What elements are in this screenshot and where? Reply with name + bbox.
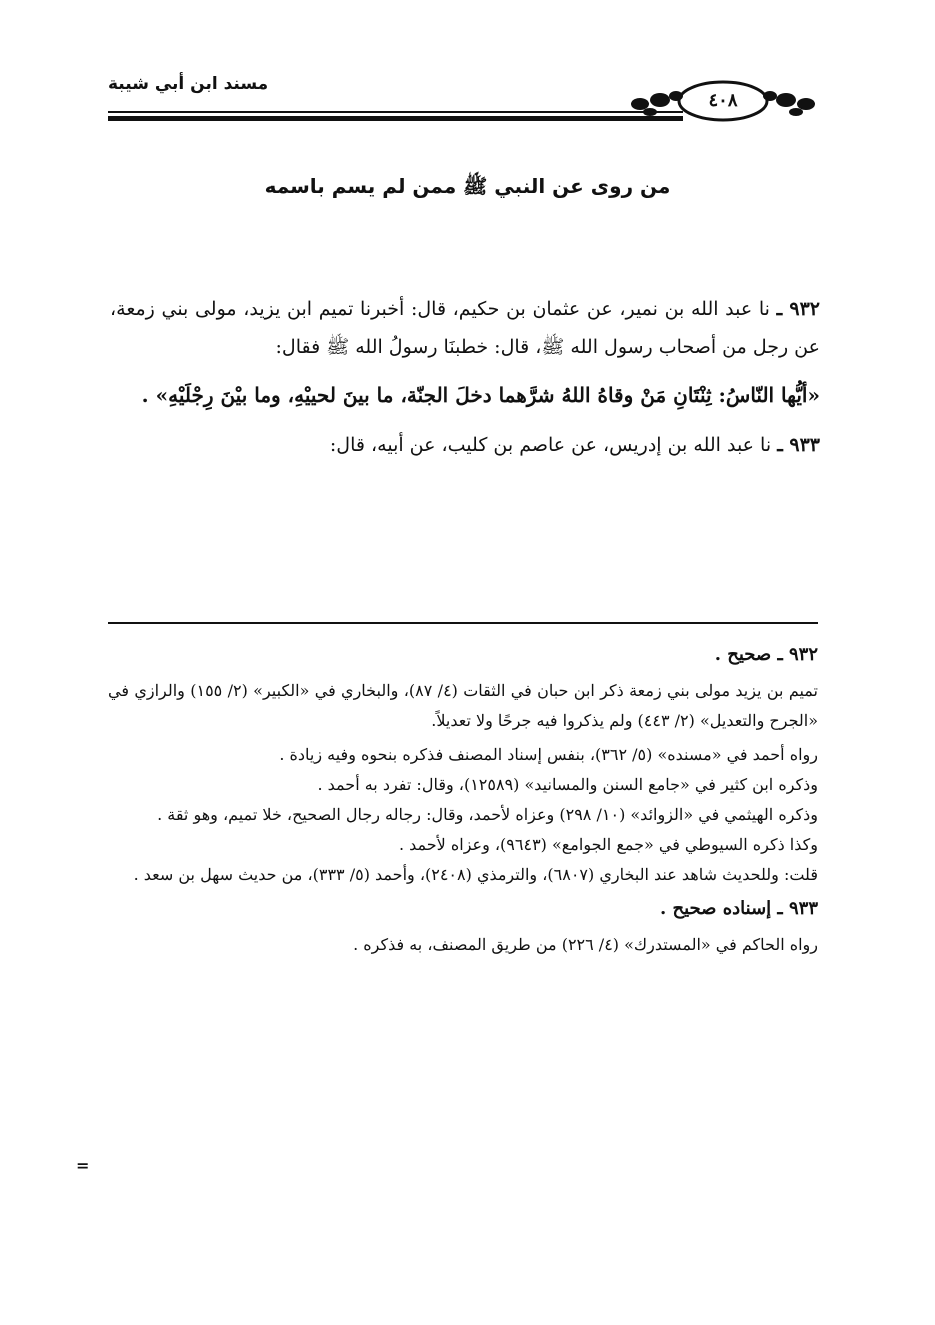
section-title: من روى عن النبي ﷺ ممن لم يسم باسمه bbox=[264, 174, 671, 198]
hadith-text: «أيُّها النّاسُ: ثِنْتَانِ مَنْ وقاهُ اللهُ شرَّهما دخلَ الجنّة، ما بينَ لحييْهِ، وما بيْنَ رِجْلَيْهِ» . bbox=[141, 383, 820, 407]
note-932-line: تميم بن يزيد مولى بني زمعة ذكر ابن حبان في الثقات (٤/ ٨٧)، والبخاري في «الكبير» (٢/ ١٥٥) والرازي في «الجرح والتعديل» (٢/ ٤٤٣) ولم يذكروا فيه جرحًا ولا تعديلاً. bbox=[108, 681, 818, 730]
note-933-line: رواه الحاكم في «المستدرك» (٤/ ٢٢٦) من طريق المصنف، به فذكره . bbox=[353, 935, 818, 954]
header-ornament bbox=[0, 0, 935, 135]
paragraph-932-text: نا عبد الله بن نمير، عن عثمان بن حكيم، قال: أخبرنا تميم ابن يزيد، مولى بني زمعة، عن رجل من أصحاب رسول الله ﷺ، قال: خطبنَا رسولُ الله ﷺ فقال: bbox=[110, 298, 820, 358]
footnotes bbox=[108, 636, 818, 960]
note-933-heading: ٩٣٣ ـ إسناده صحيح . bbox=[659, 898, 818, 919]
hadith-number-933: ٩٣٣ ـ bbox=[777, 434, 820, 456]
paragraph-933 bbox=[110, 426, 820, 464]
note-932-line: وذكره ابن كثير في «جامع السنن والمسانيد» (١٢٥٨٩)، وقال: تفرد به أحمد . bbox=[317, 775, 818, 794]
note-932-heading: ٩٣٢ ـ صحيح . bbox=[714, 644, 818, 665]
paragraph-932 bbox=[110, 290, 820, 366]
note-932-line: رواه أحمد في «مسنده» (٥/ ٣٦٢)، بنفس إسناد المصنف فذكره بنحوه وفيه زيادة . bbox=[279, 745, 818, 764]
note-932-line: وذكره الهيثمي في «الزوائد» (١٠/ ٢٩٨) وعزاه لأحمد، وقال: رجاله رجال الصحيح، خلا تميم، وهو ثقة . bbox=[157, 805, 818, 824]
continuation-mark: = bbox=[76, 1156, 90, 1175]
paragraph-933-text: نا عبد الله بن إدريس، عن عاصم بن كليب، عن أبيه، قال: bbox=[329, 434, 772, 456]
page-header bbox=[0, 0, 935, 135]
book-title: مسند ابن أبي شيبة bbox=[108, 74, 269, 94]
footnote-divider bbox=[108, 622, 818, 624]
hadith-number-932: ٩٣٢ ـ bbox=[776, 298, 820, 320]
note-932-line: قلت: وللحديث شاهد عند البخاري (٦٨٠٧)، والترمذي (٢٤٠٨)، وأحمد (٥/ ٣٣٣)، من حديث سهل بن سعد . bbox=[133, 865, 818, 884]
page-number: ٤٠٨ bbox=[708, 90, 738, 111]
note-932-line: وكذا ذكره السيوطي في «جمع الجوامع» (٩٦٤٣)، وعزاه لأحمد . bbox=[398, 835, 818, 854]
main-text bbox=[110, 290, 820, 464]
